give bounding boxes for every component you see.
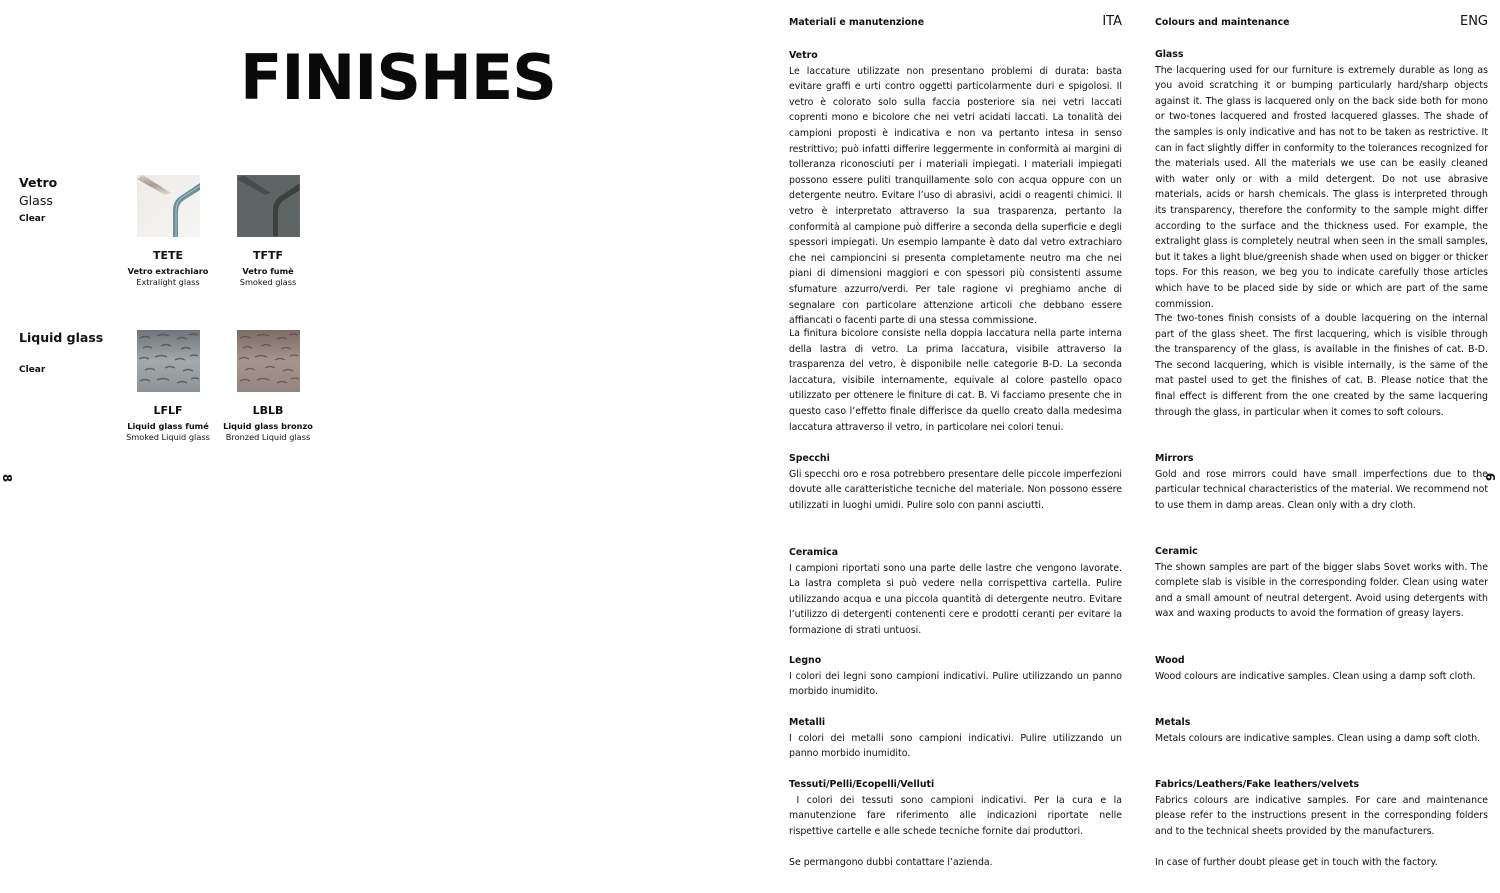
ita-lang-label: ITA — [1102, 14, 1122, 29]
bronzed-liquid-glass-swatch[interactable] — [237, 330, 300, 392]
section-text: Wood colours are indicative samples. Clean using a damp soft cloth. — [1155, 670, 1476, 682]
ita-section-bicolore — [789, 326, 1122, 435]
section-text: I campioni riportati sono una parte delle lastre che vengono lavorate. La lastra completa si può vedere nella corrispettiva cartella. Pulire utilizzando acqua e una piccola quantità di detergente neutro. Evitare l’utilizzo di detergenti contenenti cere e prodotti ceranti per evitare la formazione di strati untuosi. — [789, 562, 1122, 636]
section-text: The two-tones finish consists of a double lacquering on the internal part of the glass sheet. The first lacquering, which is visible through the transparency of the glass, is available in the finishes of cat. B-D. The second lacquering, which is visible internally, is the same of the mat pastel used to get the finishes of cat. B. Please notice that the final effect is different from the one created by the same lacquering through the glass, in particular when it comes to soft colours. — [1155, 313, 1488, 418]
eng-section-fabrics — [1155, 777, 1488, 839]
smoked-glass-swatch[interactable] — [237, 175, 300, 237]
section-text: La finitura bicolore consiste nella doppia laccatura nella parte interna della lastra di vetro. La prima laccatura, visibile attraverso la trasparenza del vetro, è disponibile nelle categorie B-D. La seconda laccatura, visibile internamente, equivale al colore pastello opaco utilizzato per ottenere le finiture di cat. B. Vi facciamo presente che in questo caso l’effetto finale differisce da quello creato dalla medesima laccatura attraverso il vetro, in particolare nei colori tenui. — [789, 328, 1122, 433]
page-number-right: 9 — [1484, 472, 1499, 482]
ita-header — [789, 14, 1122, 38]
group-note: Clear — [19, 214, 46, 224]
section-title: Wood — [1155, 655, 1185, 666]
eng-header — [1155, 14, 1488, 38]
section-text: Le laccature utilizzate non presentano problemi di durata: basta evitare graffi e urti contro oggetti particolarmente duri e spigolosi. Il vetro è colorato solo sulla faccia posteriore sia nei vetri laccati coprenti mono e bicolore che nei vetri acidati laccati. La tonalità dei campioni proposti è indicativa e non va pertanto intesa in senso restrittivo; può infatti differire leggermente in conformità ai margini di tolleranza riconosciuti per i materiali impiegati. I materiali impiegati possono essere puliti tranquillamente solo con acqua oppure con un detergente neutro. Evitare l’uso di abrasivi, acidi o reagenti chimici. Il vetro è interpretato attraverso la sua trasparenza, pertanto la conformità al campione può differire a seconda della superficie e degli spessori impiegati. Un esempio lampante è dato dal vetro extrachiaro che nei campioncini si presenta completamente neutro ma che nei piani di dimensioni maggiori e con spessori più consistenti assume sfumature azzurro/verdi. Per tale ragione vi preghiamo anche di segnalare con particolare attenzione articoli che debbano essere affiancati o facenti parte di una stessa commissione. — [789, 65, 1122, 327]
section-title: Metals — [1155, 717, 1191, 728]
ita-section-legno — [789, 653, 1122, 700]
swatch-code: LBLB — [252, 404, 284, 417]
eng-section-mirrors — [1155, 451, 1488, 513]
eng-section-two-tones — [1155, 311, 1488, 420]
swatch-caption — [213, 404, 323, 443]
section-text: In case of further doubt please get in touch with the factory. — [1155, 857, 1438, 868]
extralight-glass-swatch[interactable] — [137, 175, 200, 237]
section-title: Specchi — [789, 453, 830, 464]
group-name: Liquid glass — [19, 330, 104, 345]
page-number-left: 8 — [0, 473, 15, 483]
section-text: Metals colours are indicative samples. Clean using a damp soft cloth. — [1155, 732, 1481, 744]
ita-header-title: Materiali e manutenzione — [789, 17, 925, 28]
section-text: Fabrics colours are indicative samples. For care and maintenance please refer to the instructions present in the corresponding folders and to the technical sheets provided by the manufacturers. — [1155, 794, 1488, 837]
ita-column — [789, 14, 1125, 868]
swatch-caption — [113, 249, 223, 288]
section-title: Metalli — [789, 717, 826, 728]
ita-section-closing — [789, 855, 1122, 871]
group-label-vetro — [19, 174, 57, 224]
swatch-code: TETE — [152, 249, 184, 262]
group-note: Clear — [19, 365, 46, 375]
smoked-liquid-glass-swatch[interactable] — [137, 330, 200, 392]
section-text: The lacquering used for our furniture is extremely durable as long as you avoid scratching it or bumping particularly hard/sharp objects against it. The glass is lacquered only on the back side both for mono or two-tones lacquered and frosted lacquered glasses. The shade of the samples is only indicative and has not to be taken as restrictive. It can in fact slightly differ in conformity to the tolerances recognized for the materials used. All the materials we use can be easily cleaned with water only or with a mild detergent. Do not use abrasive materials, acids or harsh chemicals. The glass is interpreted through its transparency, therefore the conformity to the sample might differ according to the surface and the thickness used. For example, the extralight glass is completely neutral when seen in the small samples, but it takes a light blue/greenish shade when used on bigger or thicker tops. For this reason, we beg you to indicate carefully those articles which have to be placed side by side or which are part of the same commission. — [1155, 64, 1488, 310]
eng-section-metals — [1155, 715, 1488, 746]
swatch-name-it: Vetro fumè — [242, 266, 294, 276]
ita-section-tessuti — [789, 777, 1125, 839]
section-text: The shown samples are part of the bigger slabs Sovet works with. The complete slab is visible in the corresponding folder. Clean using water and a small amount of neutral detergent. Avoid using detergents with wax and waxing products to avoid the formation of greasy layers. — [1155, 561, 1488, 620]
section-text: I colori dei tessuti sono campioni indicativi. Per la cura e la manutenzione fare riferimento alle indicazioni riportate nelle rispettive cartelle e alle schede tecniche fornite dai produttori. — [789, 794, 1125, 837]
section-text: I colori dei metalli sono campioni indicativi. Pulire utilizzando un panno morbido inumidito. — [789, 732, 1122, 760]
eng-section-glass — [1155, 47, 1488, 312]
eng-section-closing — [1155, 855, 1488, 871]
section-title: Vetro — [789, 50, 818, 61]
section-title: Legno — [789, 655, 822, 666]
swatch-name-en: Smoked glass — [239, 277, 297, 287]
ita-section-metalli — [789, 715, 1122, 762]
eng-header-title: Colours and maintenance — [1155, 17, 1290, 28]
group-label-liquid-glass — [19, 329, 103, 375]
section-text: Se permangono dubbi contattare l’azienda. — [789, 857, 993, 868]
section-text: Gold and rose mirrors could have small imperfections due to the particular technical characteristics of the material. We recommend not to use them in damp areas. Clean only with a dry cloth. — [1155, 468, 1488, 511]
group-subname: Glass — [19, 193, 53, 208]
section-title: Mirrors — [1155, 453, 1194, 464]
eng-section-ceramic — [1155, 544, 1488, 622]
section-title: Tessuti/Pelli/Ecopelli/Velluti — [789, 779, 935, 790]
swatch-name-en: Extralight glass — [136, 277, 200, 287]
ita-section-vetro — [789, 48, 1122, 329]
page-title: FINISHES — [240, 41, 556, 114]
ita-section-specchi — [789, 451, 1122, 513]
swatch-caption — [113, 404, 223, 443]
swatch-name-en: Bronzed Liquid glass — [225, 432, 311, 442]
section-title: Fabrics/Leathers/Fake leathers/velvets — [1155, 779, 1360, 790]
swatch-name-it: Liquid glass bronzo — [223, 421, 313, 431]
eng-column — [1155, 14, 1488, 868]
swatch-name-it: Vetro extrachiaro — [127, 266, 209, 276]
group-name: Vetro — [19, 175, 58, 190]
swatch-name-en: Smoked Liquid glass — [126, 432, 210, 442]
section-text: I colori dei legni sono campioni indicativi. Pulire utilizzando un panno morbido inumidito. — [789, 670, 1122, 698]
eng-lang-label: ENG — [1459, 14, 1488, 29]
swatch-code: TFTF — [252, 249, 284, 262]
section-title: Ceramica — [789, 547, 839, 558]
swatch-name-it: Liquid glass fumé — [127, 421, 209, 431]
section-title: Ceramic — [1155, 546, 1198, 557]
eng-section-wood — [1155, 653, 1488, 684]
section-title: Glass — [1155, 49, 1184, 60]
ita-section-ceramica — [789, 545, 1122, 639]
swatch-code: LFLF — [153, 404, 183, 417]
swatch-caption — [213, 249, 323, 288]
section-text: Gli specchi oro e rosa potrebbero presentare delle piccole imperfezioni dovute alle caratteristiche tecniche del materiale. Non possono essere utilizzati in luoghi umidi. Pulire solo con panni asciutti. — [789, 468, 1122, 511]
